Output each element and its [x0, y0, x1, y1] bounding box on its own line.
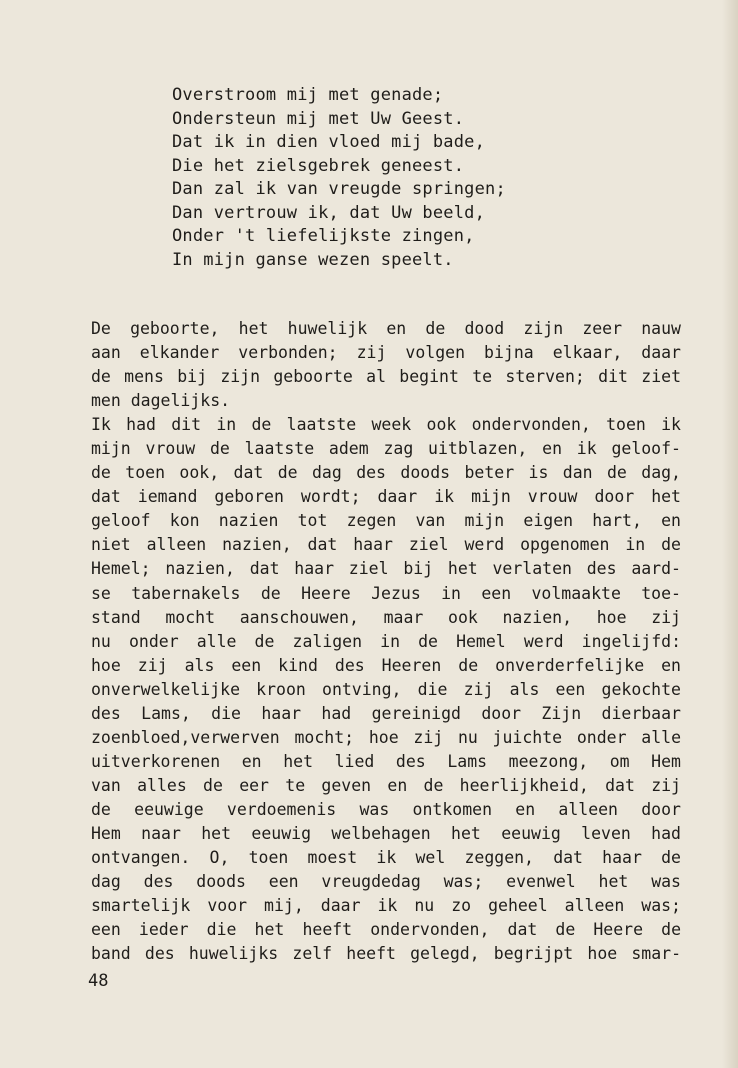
prose-line: men dagelijks. — [91, 391, 231, 411]
prose-line: band des huwelijks zelf heeft gelegd, begrijpt hoe smar- — [91, 944, 681, 964]
prose-line: des Lams, die haar had gereinigd door Zijn dierbaar — [91, 703, 681, 723]
prose-line: dag des doods een vreugdedag was; evenwel het was — [91, 872, 681, 892]
prose-line: zoenbloed,verwerven mocht; hoe zij nu juichte onder alle — [91, 727, 681, 747]
prose-line: se tabernakels de Heere Jezus in een volmaakte toe- — [91, 583, 681, 603]
prose-line: dat iemand geboren wordt; daar ik mijn vrouw door het — [91, 487, 681, 507]
poem-line: Dan vertrouw ik, dat Uw beeld, — [172, 202, 486, 223]
prose-line: van alles de eer te geven en de heerlijkheid, dat zij — [91, 775, 681, 795]
prose-line: geloof kon nazien tot zegen van mijn eigen hart, en — [91, 511, 681, 531]
prose-line: nu onder alle de zaligen in de Hemel werd ingelijfd: — [91, 631, 681, 651]
prose-line: aan elkander verbonden; zij volgen bijna elkaar, daar — [91, 343, 681, 363]
poem-line: Dan zal ik van vreugde springen; — [172, 179, 506, 199]
page-number: 48 — [88, 971, 109, 991]
prose-line: niet alleen nazien, dat haar ziel werd opgenomen in de — [91, 535, 681, 555]
prose-line: uitverkorenen en het lied des Lams meezong, om Hem — [91, 751, 681, 771]
prose-line: Ik had dit in de laatste week ook ondervonden, toen ik — [91, 415, 681, 435]
prose-line: een ieder die het heeft ondervonden, dat de Heere de — [91, 920, 681, 940]
poem-line: Ondersteun mij met Uw Geest. — [172, 108, 465, 129]
prose-line: de toen ook, dat de dag des doods beter is dan de dag, — [91, 463, 681, 483]
prose-line: de eeuwige verdoemenis was ontkomen en alleen door — [91, 799, 681, 819]
prose-line: onverwelkelijke kroon ontving, die zij als een gekochte — [91, 679, 681, 699]
prose-line: de mens bij zijn geboorte al begint te sterven; dit ziet — [91, 367, 681, 387]
poem-line: Onder 't liefelijkste zingen, — [172, 226, 475, 246]
poem-stanza — [172, 84, 592, 272]
prose-body — [91, 317, 681, 966]
prose-line: hoe zij als een kind des Heeren de onverderfelijke en — [91, 655, 681, 675]
prose-line: ontvangen. O, toen moest ik wel zeggen, dat haar de — [91, 848, 681, 868]
poem-line: Die het zielsgebrek geneest. — [172, 155, 465, 176]
poem-line: In mijn ganse wezen speelt. — [172, 249, 454, 270]
prose-line: smartelijk voor mij, daar ik nu zo geheel alleen was; — [91, 896, 681, 916]
poem-line: Dat ik in dien vloed mij bade, — [172, 132, 486, 152]
prose-line: De geboorte, het huwelijk en de dood zijn zeer nauw — [91, 319, 681, 338]
page-edge-shadow — [722, 0, 738, 1068]
prose-line: mijn vrouw de laatste adem zag uitblazen, en ik geloof- — [91, 439, 681, 459]
prose-line: Hemel; nazien, dat haar ziel bij het verlaten des aard- — [91, 559, 681, 579]
poem-line: Overstroom mij met genade; — [172, 85, 444, 105]
prose-line: stand mocht aanschouwen, maar ook nazien, hoe zij — [91, 607, 681, 627]
prose-line: Hem naar het eeuwig welbehagen het eeuwig leven had — [91, 823, 681, 843]
